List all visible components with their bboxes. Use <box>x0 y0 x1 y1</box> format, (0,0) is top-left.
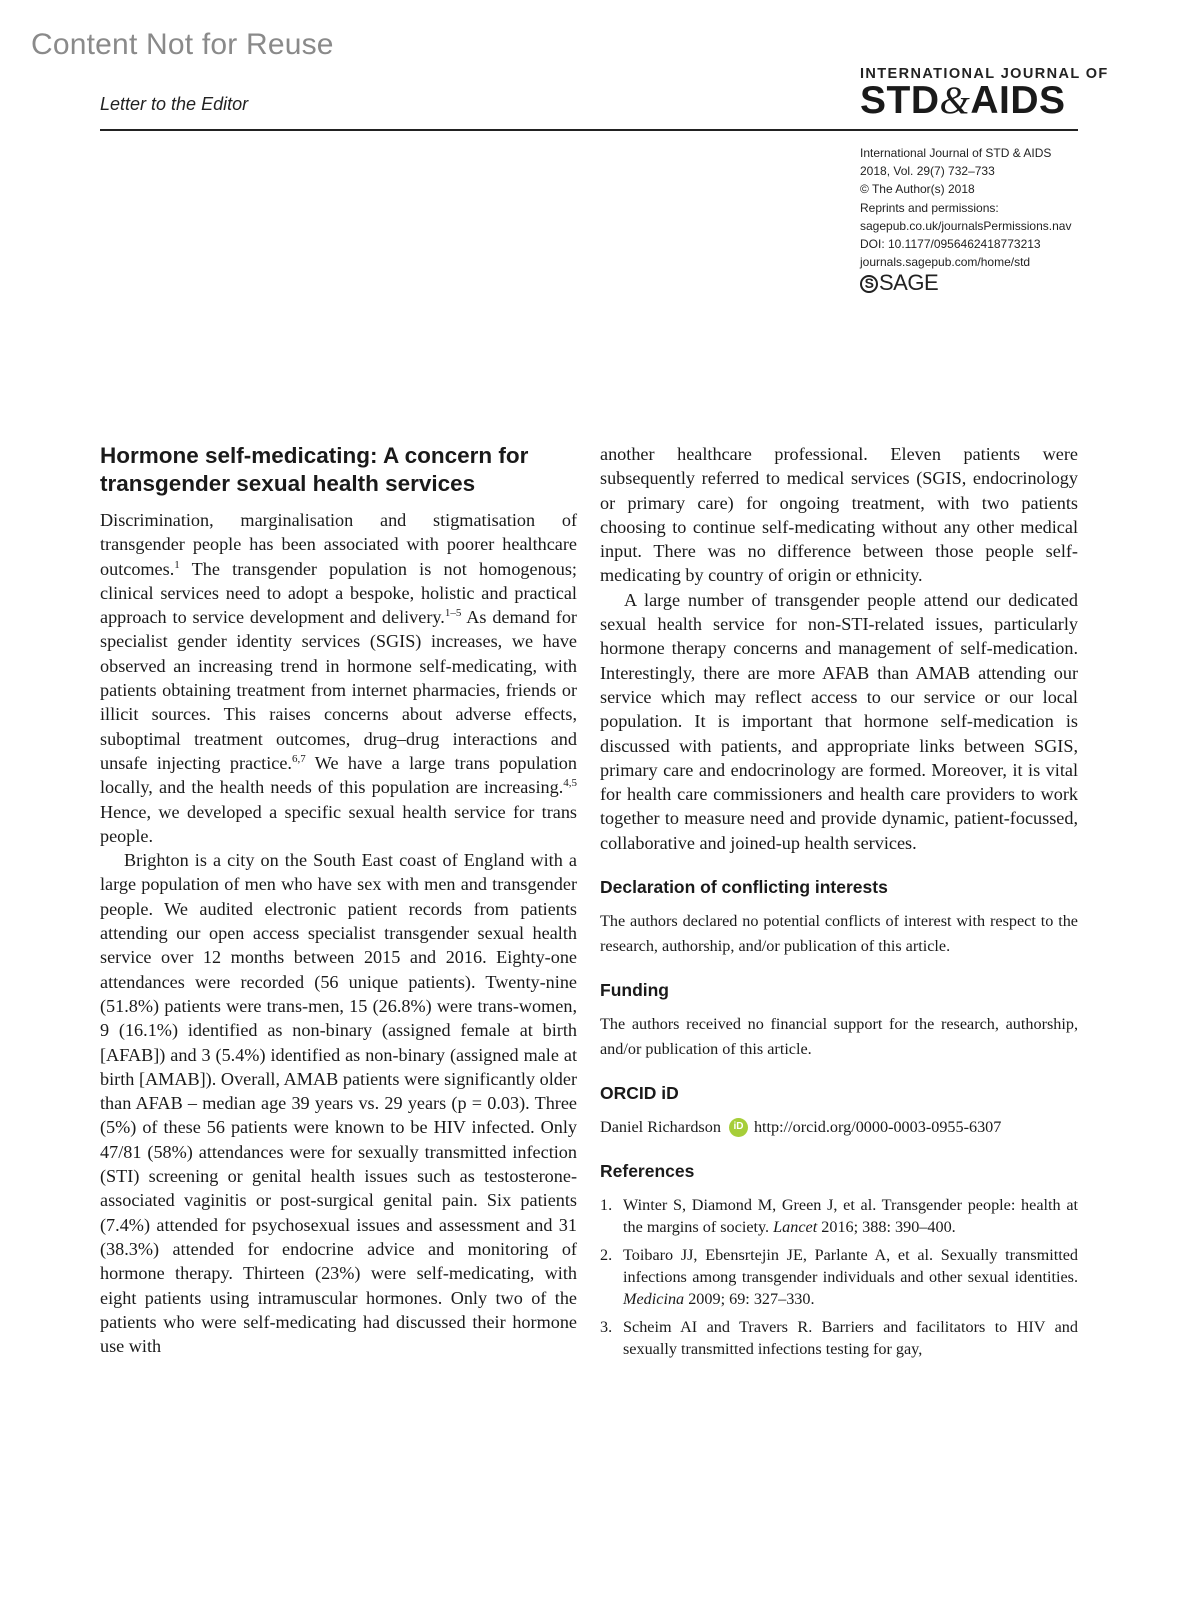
paragraph-audit: Brighton is a city on the South East coast of England with a large population of men who have sex with men and transgender people. We audited electronic patient records from patients attending our open access specialist transgender sexual health service over 12 months between 2015 and 2016. Eighty-one attendances were recorded (56 unique patients). Twenty-nine (51.8%) patients were trans-men, 15 (26.8%) were trans-women, 9 (16.1%) identified as non-binary (assigned female at birth [AFAB]) and 3 (5.4%) identified as non-binary (assigned male at birth [AMAB]). Overall, AMAB patients were significantly older than AFAB – median age 39 years vs. 29 years (p = 0.03). Three (5%) of these 56 patients were known to be HIV infected. Only 47/81 (58%) attendances were for sexually transmitted infection (STI) screening or genital health issues such as testosterone-associated vaginitis or post-surgical genital pain. Six patients (7.4%) attended for psychosexual issues and assessment and 31 (38.3%) attended for endocrine advice and monitoring of hormone therapy. Thirteen (23%) were self-medicating, with eight patients using intramuscular hormones. Only two of the patients who were self-medicating had discussed their hormone use with <box>100 850 577 1357</box>
funding-text: The authors received no financial support for the research, authorship, and/or publication of this article. <box>600 1015 1078 1058</box>
paragraph-audit-continued: another healthcare professional. Eleven patients were subsequently referred to medical services (SGIS, endocrinology or primary care) for ongoing treatment, with two patients choosing to continue self-medicating without any other medical input. There was no difference between those people self-medicating by country of origin or ethnicity. <box>600 444 1078 586</box>
funding-heading: Funding <box>600 979 670 1000</box>
reference-number: 2. <box>600 1245 613 1264</box>
sage-logo <box>860 270 1100 296</box>
orcid-heading: ORCID iD <box>600 1082 679 1103</box>
reference-item <box>600 1194 1078 1238</box>
orcid-line <box>600 1115 1078 1139</box>
journal-logo <box>860 66 1109 122</box>
p1-text-b: The transgender population is not homogenous; clinical services need to adopt a bespoke, holistic and practical approach to service development and delivery. <box>100 558 577 628</box>
p1-text-e: Hence, we developed a specific sexual health service for trans people. <box>100 801 577 846</box>
reference-number: 3. <box>600 1317 613 1336</box>
sage-text: SAGE <box>879 270 939 296</box>
meta-reprints: Reprints and permissions: <box>860 200 999 215</box>
citation-sup[interactable]: 6,7 <box>291 752 306 765</box>
reference-text: Toibaro JJ, Ebensrtejin JE, Parlante A, et al. Sexually transmitted infections among transgender individuals and other sexual identities. <box>623 1245 1078 1286</box>
reference-journal: Medicina <box>623 1289 685 1308</box>
orcid-author: Daniel Richardson <box>600 1118 721 1137</box>
declaration-heading: Declaration of conflicting interests <box>600 877 888 898</box>
journal-logo-top: INTERNATIONAL JOURNAL OF <box>860 66 1109 82</box>
journal-logo-std: STD <box>860 79 940 122</box>
meta-volume: 2018, Vol. 29(7) 732–733 <box>860 164 995 179</box>
reference-details: 2009; 69: 327–330. <box>684 1289 815 1308</box>
reference-text: Scheim AI and Travers R. Barriers and facilitators to HIV and sexually transmitted infections testing for gay, <box>623 1317 1078 1358</box>
meta-journal-url[interactable]: journals.sagepub.com/home/std <box>860 255 1031 270</box>
paragraph-intro <box>100 508 577 848</box>
paragraph-conclusion: A large number of transgender people attend our dedicated sexual health service for non-STI-related issues, particularly hormone therapy concerns and management of self-medication. Interestingly, there are more AFAB than AMAB attending our service which may reflect access to our service or our local population. It is important that hormone self-medication is discussed with patients, and appropriate links between SGIS, primary care and endocrinology are formed. Moreover, it is vital for health care commissioners and health care providers to work together to measure need and provide dynamic, patient-focussed, collaborative and joined-up health services. <box>600 589 1078 853</box>
article-type-label: Letter to the Editor <box>100 94 249 114</box>
sage-icon: S <box>860 275 878 293</box>
reference-item <box>600 1244 1078 1310</box>
reference-item <box>600 1316 1078 1360</box>
right-column <box>600 442 1078 1366</box>
article-title: Hormone self-medicating: A concern for transgender sexual health services <box>100 443 529 496</box>
header-rule <box>100 129 1078 131</box>
meta-copyright: © The Author(s) 2018 <box>860 182 975 197</box>
meta-doi[interactable]: DOI: 10.1177/0956462418773213 <box>860 237 1041 252</box>
references-heading: References <box>600 1161 695 1182</box>
reference-journal: Lancet <box>773 1217 818 1236</box>
p1-text-c: As demand for specialist gender identity services (SGIS) increases, we have observed an increasing trend in hormone self-medicating, with patients obtaining treatment from internet pharmacies, friends or illicit sources. This raises concerns about adverse effects, suboptimal treatment outcomes, drug–drug interactions and unsafe injecting practice. <box>100 607 577 773</box>
orcid-icon: iD <box>729 1118 748 1137</box>
reference-list <box>600 1194 1078 1360</box>
reference-text: Winter S, Diamond M, Green J, et al. Transgender people: health at the margins of society. <box>623 1195 1078 1236</box>
orcid-link[interactable]: http://orcid.org/0000-0003-0955-6307 <box>753 1118 1002 1137</box>
p1-text-d: We have a large trans population locally, and the health needs of this population are increasing. <box>100 752 577 798</box>
journal-logo-aids: AIDS <box>970 79 1066 122</box>
left-column <box>100 442 577 1358</box>
journal-logo-main <box>860 79 1078 122</box>
reference-details: 2016; 388: 390–400. <box>817 1217 956 1236</box>
watermark: Content Not for Reuse <box>31 28 334 61</box>
meta-permissions-link[interactable]: sagepub.co.uk/journalsPermissions.nav <box>860 218 1072 233</box>
declaration-text: The authors declared no potential conflicts of interest with respect to the research, authorship, and/or publication of this article. <box>600 912 1078 955</box>
p1-text-a: Discrimination, marginalisation and stigmatisation of transgender people has been associated with poorer healthcare outcomes. <box>100 510 577 579</box>
citation-sup[interactable]: 1 <box>174 558 180 571</box>
journal-logo-amp: & <box>939 79 971 122</box>
article-metadata <box>860 144 1100 296</box>
reference-number: 1. <box>600 1195 613 1214</box>
citation-sup[interactable]: 1–5 <box>444 607 462 620</box>
citation-sup[interactable]: 4,5 <box>563 777 577 790</box>
meta-journal: International Journal of STD & AIDS <box>860 146 1052 160</box>
